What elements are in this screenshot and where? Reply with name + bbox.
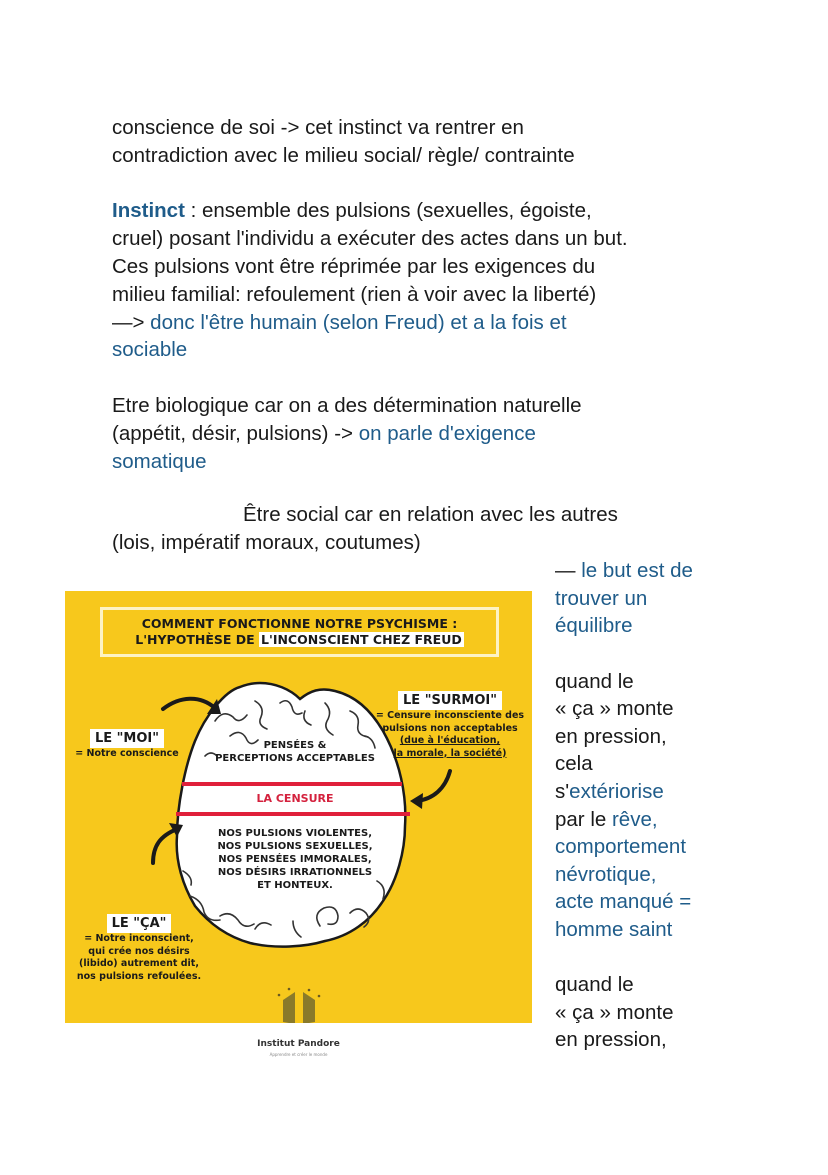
text-line: Etre biologique car on a des détermination naturelle — [112, 394, 582, 417]
censure-label: LA CENSURE — [256, 792, 334, 805]
label-line: ET HONTEUX. — [257, 880, 333, 891]
title-span: L'HYPOTHÈSE DE — [135, 632, 260, 647]
highlight-text: acte manqué = — [555, 890, 692, 913]
arrow: —> — [112, 311, 151, 334]
surmoi-description: la morale, la société) — [393, 747, 507, 759]
surmoi-tag: LE "SURMOI" — [398, 691, 502, 710]
surmoi-description: pulsions non acceptables — [382, 722, 518, 734]
logo-tagline: Apprendre et créer le monde — [269, 1052, 328, 1057]
text-line: Être social car en relation avec les autres — [243, 503, 618, 526]
logo-name: Institut Pandore — [257, 1039, 340, 1049]
highlight-text: homme saint — [555, 918, 673, 941]
label-line: PERCEPTIONS ACCEPTABLES — [215, 753, 375, 764]
highlight-text: donc l'être humain (selon Freud) et a la fois et — [150, 311, 567, 334]
label-line: NOS PULSIONS SEXUELLES, — [217, 841, 373, 852]
pandore-logo-icon — [269, 986, 329, 1023]
definition-text: : ensemble des pulsions (sexuelles, égoiste, — [184, 199, 592, 222]
dash: — — [555, 559, 582, 582]
title-line: COMMENT FONCTIONNE NOTRE PSYCHISME : — [141, 616, 458, 631]
label-line: NOS DÉSIRS IRRATIONNELS — [217, 867, 373, 878]
title-highlight: L'INCONSCIENT CHEZ FREUD — [261, 632, 462, 647]
ca-description: qui crée nos désirs — [88, 945, 190, 957]
text-line — [112, 420, 536, 448]
highlight-text: trouver un — [555, 587, 648, 610]
term-instinct: Instinct — [112, 199, 185, 222]
text-line: contradiction avec le milieu social/ règle/ contrainte — [112, 144, 575, 167]
label-line: NOS PULSIONS VIOLENTES, — [217, 828, 373, 839]
surmoi-description: (due à l'éducation, — [399, 735, 501, 746]
highlight-text: somatique — [112, 450, 207, 473]
text-line — [555, 778, 725, 806]
text-line: « ça » monte — [555, 697, 674, 720]
text-line: cela — [555, 752, 593, 775]
surmoi-label — [368, 689, 532, 760]
text-line: conscience de soi -> cet instinct va rentrer en — [112, 116, 524, 139]
text-line: quand le — [555, 670, 634, 693]
text-line — [555, 557, 725, 585]
highlight-text: névrotique, — [555, 863, 657, 886]
text-line: « ça » monte — [555, 1001, 674, 1024]
text-span: par le — [555, 808, 612, 831]
ca-description: (libido) autrement dit, — [79, 958, 199, 969]
label-line: NOS PENSÉES IMMORALES, — [218, 854, 372, 865]
text-line: en pression, — [555, 725, 667, 748]
surmoi-description: = Censure inconsciente des — [375, 710, 525, 721]
text-span: (appétit, désir, pulsions) -> — [112, 422, 359, 445]
ca-description: = Notre inconscient, — [84, 933, 194, 944]
freud-psyche-infographic — [65, 591, 532, 1023]
moi-label — [67, 727, 187, 761]
brain-top-label — [195, 739, 395, 765]
ca-label — [69, 912, 209, 983]
highlight-text: rêve, — [611, 808, 658, 831]
moi-tag: LE "MOI" — [90, 729, 164, 748]
text-line: Ces pulsions vont être réprimée par les exigences du — [112, 255, 596, 278]
brain-bottom-label — [195, 827, 395, 892]
text-line — [555, 806, 725, 834]
highlight-text: sociable — [112, 338, 188, 361]
label-line: PENSÉES & — [263, 740, 327, 751]
ca-description: nos pulsions refoulées. — [76, 970, 202, 982]
highlight-text: on parle d'exigence — [358, 422, 536, 445]
text-line — [112, 309, 567, 337]
highlight-text: le but est de — [581, 559, 693, 582]
text-span: s' — [555, 780, 570, 803]
moi-description: = Notre conscience — [75, 748, 179, 759]
text-line: cruel) posant l'individu a exécuter des actes dans un but. — [112, 227, 628, 250]
text-line — [112, 197, 592, 225]
text-line: en pression, — [555, 1028, 667, 1051]
highlight-text: équilibre — [555, 614, 633, 637]
ca-tag: LE "ÇA" — [107, 914, 172, 933]
text-line: (lois, impératif moraux, coutumes) — [112, 531, 421, 554]
highlight-text: comportement — [555, 835, 687, 858]
text-line: milieu familial: refoulement (rien à voir avec la liberté) — [112, 283, 597, 306]
highlight-text: extériorise — [569, 780, 664, 803]
text-line: quand le — [555, 973, 634, 996]
